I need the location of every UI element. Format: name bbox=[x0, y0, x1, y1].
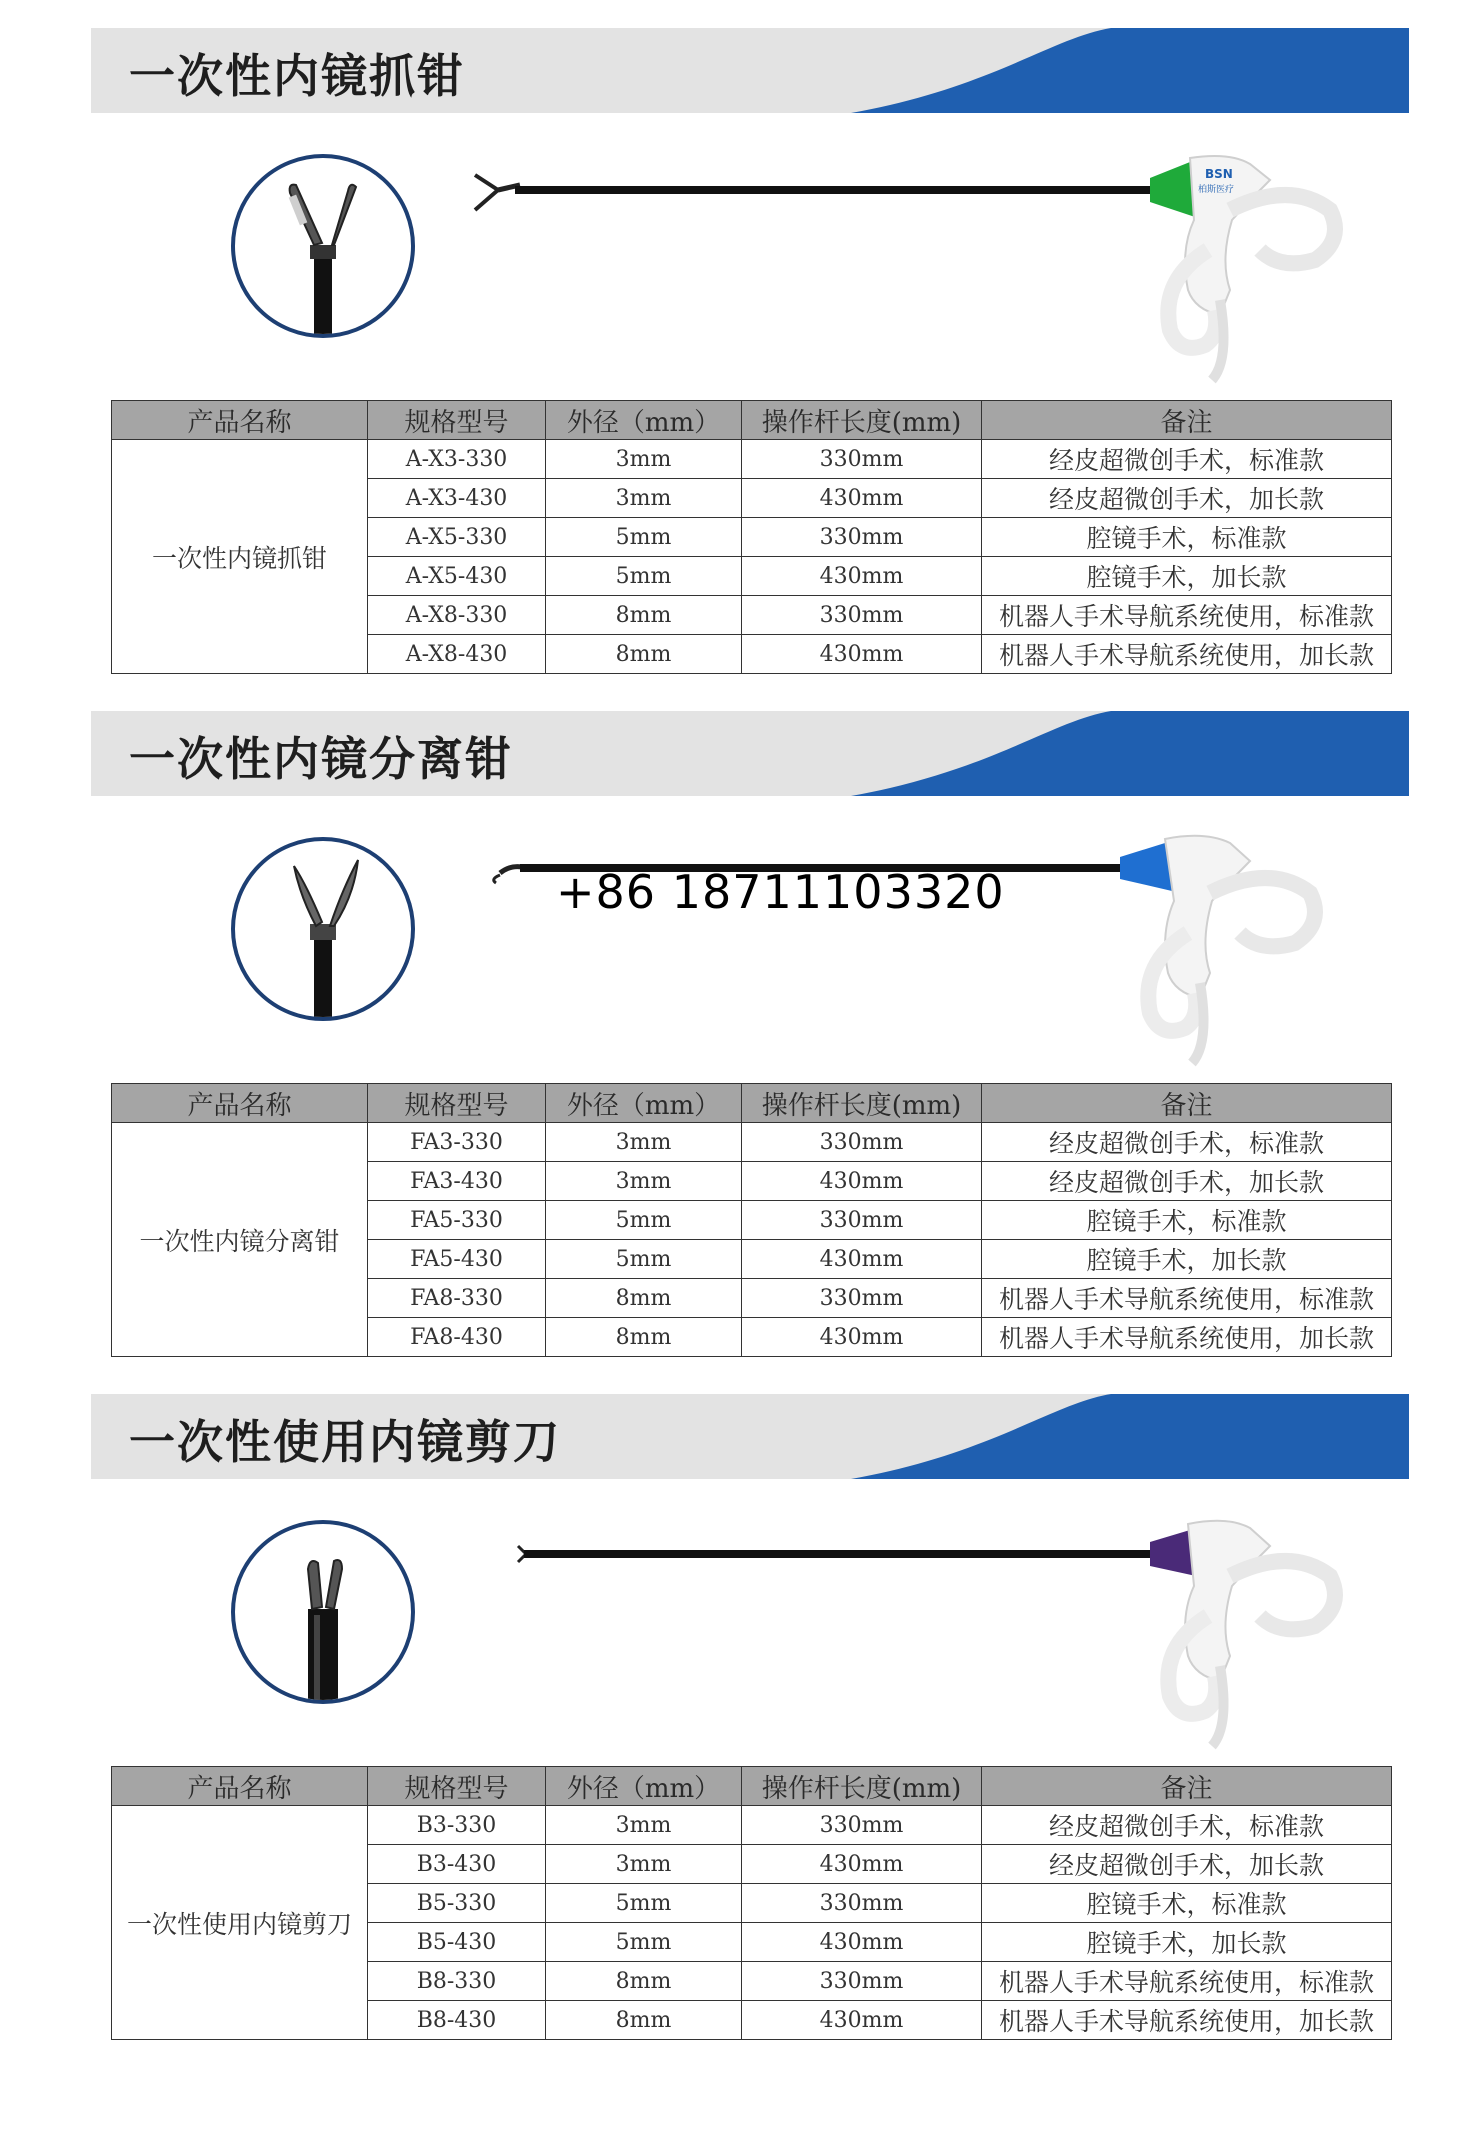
length-cell: 430mm bbox=[742, 1318, 982, 1357]
remark-cell: 经皮超微创手术，加长款 bbox=[982, 1845, 1392, 1884]
header-length: 操作杆长度(mm) bbox=[742, 1084, 982, 1123]
length-cell: 430mm bbox=[742, 1923, 982, 1962]
instrument-image bbox=[460, 823, 1360, 1083]
header-product-name: 产品名称 bbox=[112, 401, 368, 440]
instrument-image bbox=[460, 140, 1360, 400]
remark-cell: 腔镜手术，加长款 bbox=[982, 1240, 1392, 1279]
length-cell: 430mm bbox=[742, 479, 982, 518]
section-title: 一次性内镜分离钳 bbox=[129, 732, 513, 786]
diameter-cell: 8mm bbox=[546, 635, 742, 674]
length-cell: 330mm bbox=[742, 1201, 982, 1240]
tip-closeup-image bbox=[230, 153, 416, 339]
section-grasper bbox=[0, 0, 1478, 683]
table-header-row bbox=[112, 1767, 1392, 1806]
section-banner bbox=[91, 711, 1409, 796]
table-header-row bbox=[112, 1084, 1392, 1123]
model-cell: B8-330 bbox=[368, 1962, 546, 2001]
tip-closeup-image bbox=[230, 1519, 416, 1705]
remark-cell: 经皮超微创手术，标准款 bbox=[982, 1806, 1392, 1845]
header-product-name: 产品名称 bbox=[112, 1767, 368, 1806]
table-row bbox=[112, 1123, 1392, 1162]
diameter-cell: 8mm bbox=[546, 1318, 742, 1357]
model-cell: B3-330 bbox=[368, 1806, 546, 1845]
length-cell: 330mm bbox=[742, 1962, 982, 2001]
model-cell: B5-330 bbox=[368, 1884, 546, 1923]
model-cell: A-X8-430 bbox=[368, 635, 546, 674]
model-cell: A-X3-330 bbox=[368, 440, 546, 479]
table-row bbox=[112, 440, 1392, 479]
length-cell: 330mm bbox=[742, 596, 982, 635]
length-cell: 330mm bbox=[742, 518, 982, 557]
length-cell: 330mm bbox=[742, 1806, 982, 1845]
header-diameter: 外径（mm） bbox=[546, 401, 742, 440]
header-remark: 备注 bbox=[982, 1084, 1392, 1123]
diameter-cell: 3mm bbox=[546, 1845, 742, 1884]
length-cell: 430mm bbox=[742, 2001, 982, 2040]
remark-cell: 腔镜手术，标准款 bbox=[982, 518, 1392, 557]
section-dissector bbox=[0, 683, 1478, 1366]
model-cell: FA5-330 bbox=[368, 1201, 546, 1240]
model-cell: FA5-430 bbox=[368, 1240, 546, 1279]
diameter-cell: 5mm bbox=[546, 557, 742, 596]
header-diameter: 外径（mm） bbox=[546, 1084, 742, 1123]
diameter-cell: 3mm bbox=[546, 1162, 742, 1201]
remark-cell: 机器人手术导航系统使用，加长款 bbox=[982, 2001, 1392, 2040]
diameter-cell: 5mm bbox=[546, 1884, 742, 1923]
header-product-name: 产品名称 bbox=[112, 1084, 368, 1123]
diameter-cell: 8mm bbox=[546, 2001, 742, 2040]
section-banner bbox=[91, 28, 1409, 113]
model-cell: A-X8-330 bbox=[368, 596, 546, 635]
section-scissors bbox=[0, 1366, 1478, 2049]
length-cell: 330mm bbox=[742, 440, 982, 479]
model-cell: B3-430 bbox=[368, 1845, 546, 1884]
model-cell: FA8-430 bbox=[368, 1318, 546, 1357]
remark-cell: 机器人手术导航系统使用，标准款 bbox=[982, 1962, 1392, 2001]
length-cell: 330mm bbox=[742, 1279, 982, 1318]
diameter-cell: 8mm bbox=[546, 1962, 742, 2001]
tip-closeup-image bbox=[230, 836, 416, 1022]
header-model: 规格型号 bbox=[368, 1767, 546, 1806]
phone-number-overlay: +86 18711103320 bbox=[556, 865, 1005, 919]
diameter-cell: 8mm bbox=[546, 1279, 742, 1318]
header-remark: 备注 bbox=[982, 401, 1392, 440]
remark-cell: 机器人手术导航系统使用，标准款 bbox=[982, 596, 1392, 635]
header-length: 操作杆长度(mm) bbox=[742, 401, 982, 440]
length-cell: 430mm bbox=[742, 1162, 982, 1201]
diameter-cell: 3mm bbox=[546, 440, 742, 479]
length-cell: 330mm bbox=[742, 1884, 982, 1923]
product-name-cell: 一次性内镜抓钳 bbox=[112, 440, 368, 674]
section-title: 一次性内镜抓钳 bbox=[129, 49, 465, 103]
model-cell: A-X5-330 bbox=[368, 518, 546, 557]
table-header-row bbox=[112, 401, 1392, 440]
diameter-cell: 8mm bbox=[546, 596, 742, 635]
header-diameter: 外径（mm） bbox=[546, 1767, 742, 1806]
length-cell: 330mm bbox=[742, 1123, 982, 1162]
length-cell: 430mm bbox=[742, 635, 982, 674]
diameter-cell: 3mm bbox=[546, 1806, 742, 1845]
remark-cell: 机器人手术导航系统使用，标准款 bbox=[982, 1279, 1392, 1318]
header-length: 操作杆长度(mm) bbox=[742, 1767, 982, 1806]
length-cell: 430mm bbox=[742, 557, 982, 596]
diameter-cell: 3mm bbox=[546, 1123, 742, 1162]
instrument-image bbox=[460, 1506, 1360, 1766]
remark-cell: 腔镜手术，标准款 bbox=[982, 1884, 1392, 1923]
brand-sub-label: 柏斯医疗 bbox=[1198, 185, 1235, 195]
spec-table bbox=[111, 1083, 1392, 1357]
model-cell: B5-430 bbox=[368, 1923, 546, 1962]
remark-cell: 机器人手术导航系统使用，加长款 bbox=[982, 1318, 1392, 1357]
remark-cell: 经皮超微创手术，标准款 bbox=[982, 440, 1392, 479]
brand-label: BSN bbox=[1205, 167, 1233, 181]
remark-cell: 经皮超微创手术，加长款 bbox=[982, 479, 1392, 518]
spec-table bbox=[111, 1766, 1392, 2040]
model-cell: FA3-430 bbox=[368, 1162, 546, 1201]
remark-cell: 经皮超微创手术，加长款 bbox=[982, 1162, 1392, 1201]
model-cell: B8-430 bbox=[368, 2001, 546, 2040]
diameter-cell: 3mm bbox=[546, 479, 742, 518]
header-model: 规格型号 bbox=[368, 401, 546, 440]
length-cell: 430mm bbox=[742, 1240, 982, 1279]
diameter-cell: 5mm bbox=[546, 1923, 742, 1962]
model-cell: A-X5-430 bbox=[368, 557, 546, 596]
remark-cell: 腔镜手术，标准款 bbox=[982, 1201, 1392, 1240]
header-model: 规格型号 bbox=[368, 1084, 546, 1123]
remark-cell: 腔镜手术，加长款 bbox=[982, 557, 1392, 596]
table-row bbox=[112, 1806, 1392, 1845]
diameter-cell: 5mm bbox=[546, 1201, 742, 1240]
diameter-cell: 5mm bbox=[546, 518, 742, 557]
section-title: 一次性使用内镜剪刀 bbox=[129, 1415, 561, 1469]
remark-cell: 经皮超微创手术，标准款 bbox=[982, 1123, 1392, 1162]
diameter-cell: 5mm bbox=[546, 1240, 742, 1279]
header-remark: 备注 bbox=[982, 1767, 1392, 1806]
product-name-cell: 一次性内镜分离钳 bbox=[112, 1123, 368, 1357]
remark-cell: 腔镜手术，加长款 bbox=[982, 1923, 1392, 1962]
model-cell: FA3-330 bbox=[368, 1123, 546, 1162]
model-cell: FA8-330 bbox=[368, 1279, 546, 1318]
length-cell: 430mm bbox=[742, 1845, 982, 1884]
spec-table bbox=[111, 400, 1392, 674]
product-name-cell: 一次性使用内镜剪刀 bbox=[112, 1806, 368, 2040]
section-banner bbox=[91, 1394, 1409, 1479]
remark-cell: 机器人手术导航系统使用，加长款 bbox=[982, 635, 1392, 674]
model-cell: A-X3-430 bbox=[368, 479, 546, 518]
